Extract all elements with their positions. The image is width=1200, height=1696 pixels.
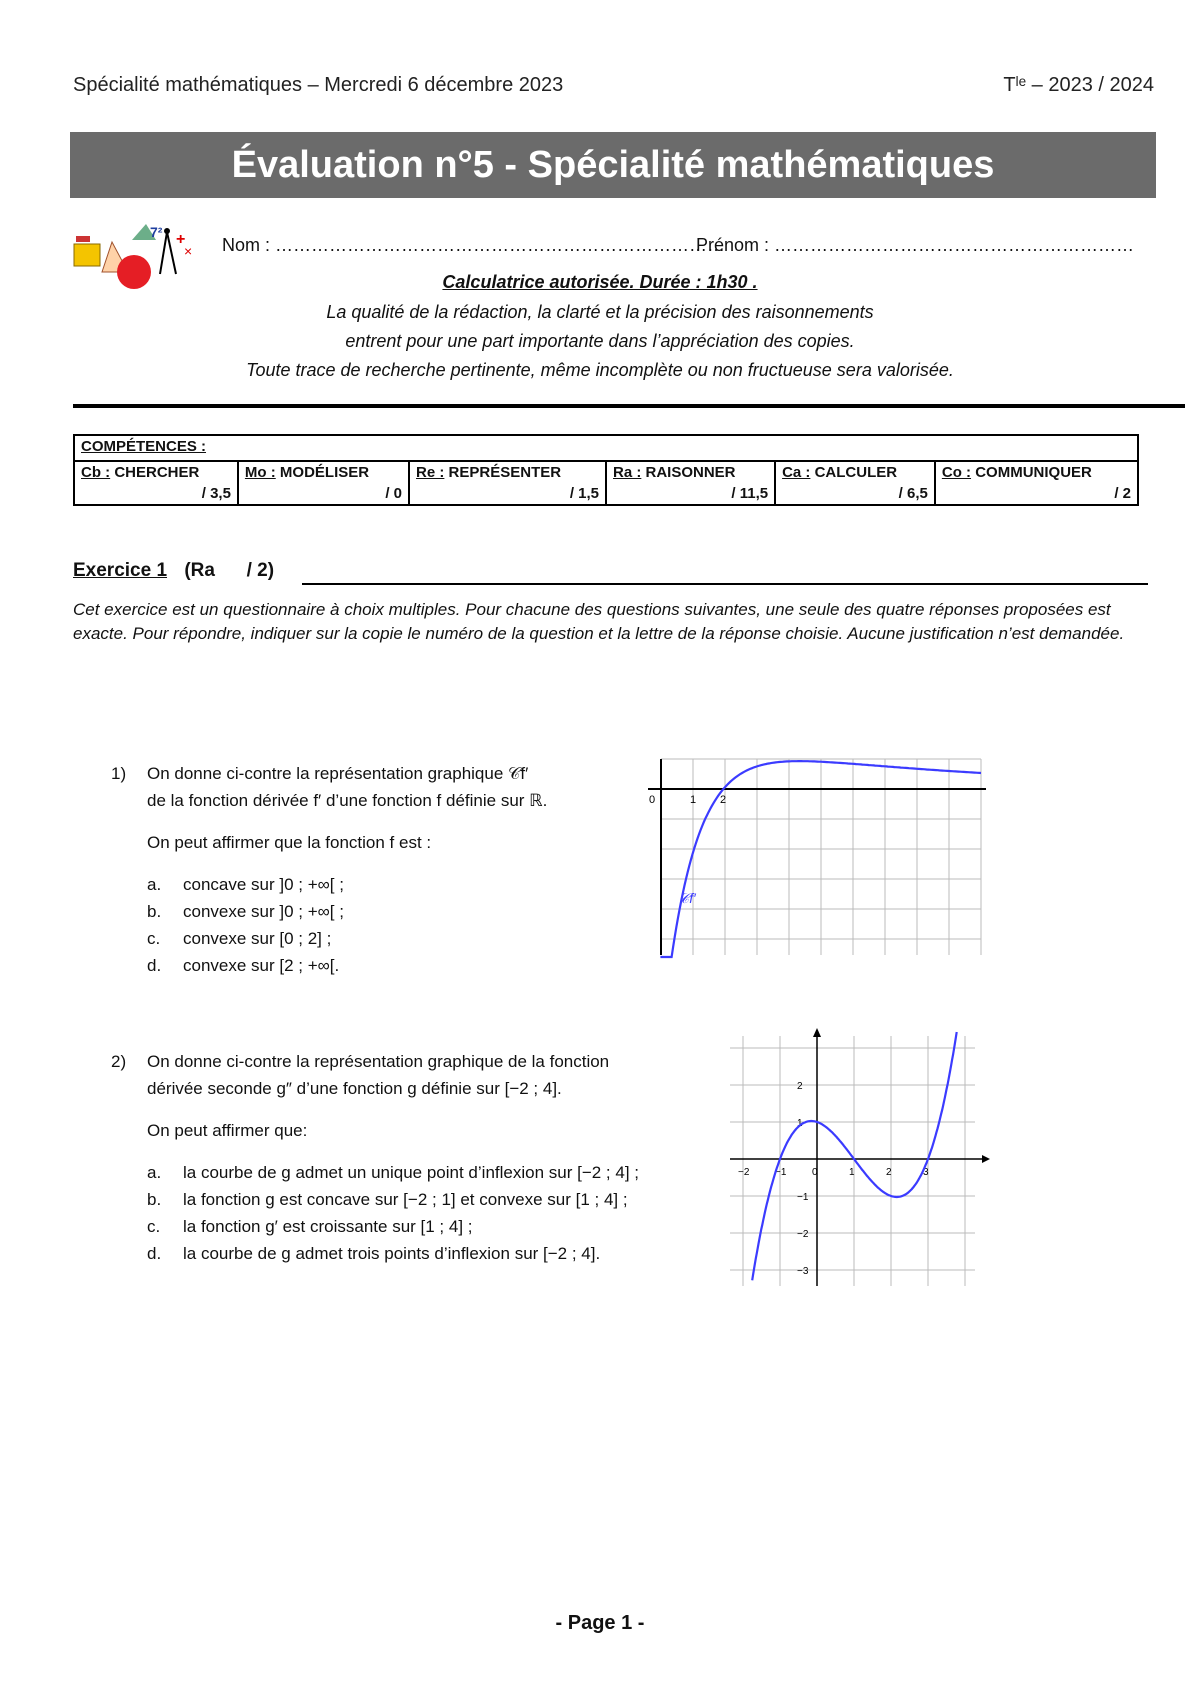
option-text: concave sur ]0 ; +∞[ ; <box>183 875 344 894</box>
competence-score: / 2 <box>1114 485 1131 502</box>
option-letter: b. <box>147 902 162 921</box>
option-letter: d. <box>147 1244 162 1263</box>
exercise-1-points: (Ra / 2) <box>184 560 275 581</box>
graph-second-derivative-g <box>730 1028 990 1288</box>
answer-option <box>111 1159 731 1186</box>
option-letter: c. <box>147 929 161 948</box>
question-1 <box>111 760 631 979</box>
option-letter: b. <box>147 1190 162 1209</box>
svg-text:+: + <box>176 231 186 248</box>
question-1-line-2: de la fonction dérivée f′ d’une fonction f définie sur ℝ. <box>147 791 548 810</box>
question-2-number: 2) <box>111 1052 127 1071</box>
option-letter: a. <box>147 1163 162 1182</box>
header-right: Tˡᵉ – 2023 / 2024 <box>1003 74 1154 96</box>
graph-2-x-tick: −2 <box>738 1167 750 1178</box>
graph-2-x-tick: 0 <box>812 1167 818 1178</box>
answer-option <box>111 952 631 979</box>
instruction-line-2: entrent pour une part importante dans l’appréciation des copies. <box>345 331 855 351</box>
graph-2-y-tick: −2 <box>797 1229 809 1240</box>
competence-name: Co : COMMUNIQUER <box>941 464 1092 481</box>
calculator-note: Calculatrice autorisée. Durée : 1h30 . <box>442 272 758 292</box>
answer-option <box>111 898 631 925</box>
competence-name: Re : REPRÉSENTER <box>416 464 562 481</box>
graph-2-y-arrow <box>813 1028 821 1037</box>
question-1-line-3: On peut affirmer que la fonction f est : <box>147 833 432 852</box>
option-text: la fonction g est concave sur [−2 ; 1] et convexe sur [1 ; 4] ; <box>183 1190 628 1209</box>
question-2-line-3: On peut affirmer que: <box>147 1121 308 1140</box>
question-2-line-1: On donne ci-contre la représentation graphique de la fonction <box>147 1052 610 1071</box>
competence-name: Ca : CALCULER <box>782 464 898 481</box>
graph-2-grid <box>730 1036 975 1286</box>
graph-2-y-tick: 1 <box>797 1118 803 1129</box>
exercise-1-intro: Cet exercice est un questionnaire à choix multiples. Pour chacune des questions suivantes, une seule des quatre réponses proposées est exacte. Pour répondre, indiquer sur la copie le numéro de la question et la lettre de la réponse choisie. Aucune justification n’est demandée. <box>73 600 1125 643</box>
page-number: - Page 1 - <box>555 1612 645 1634</box>
prenom-field[interactable]: Prénom : …………………………………………………… <box>696 235 1135 255</box>
question-1-number: 1) <box>111 764 127 783</box>
graph-2-x-arrow <box>982 1155 990 1163</box>
graph-1-curve-label: 𝒞f′ <box>679 890 696 906</box>
competence-name: Cb : CHERCHER <box>81 464 200 481</box>
competence-cell <box>606 461 775 505</box>
competence-cell <box>409 461 606 505</box>
graph-derivative-f <box>646 755 991 960</box>
graph-2-x-tick: 2 <box>886 1167 892 1178</box>
divider <box>73 404 1185 408</box>
exercise-rule <box>302 583 1148 585</box>
answer-option <box>111 871 631 898</box>
option-letter: c. <box>147 1217 161 1236</box>
option-text: la fonction g′ est croissante sur [1 ; 4] ; <box>183 1217 473 1236</box>
option-text: la courbe de g admet trois points d’inflexion sur [−2 ; 4]. <box>183 1244 601 1263</box>
graph-2-x-tick: −1 <box>775 1167 787 1178</box>
instruction-line-1: La qualité de la rédaction, la clarté et la précision des raisonnements <box>326 302 874 322</box>
graph-2-y-tick: −3 <box>797 1266 809 1277</box>
competence-cell <box>935 461 1138 505</box>
competence-cell <box>775 461 935 505</box>
nom-field[interactable]: Nom : ………………………………………………………………… <box>222 235 726 255</box>
graph-2-y-tick: −1 <box>797 1192 809 1203</box>
competences-heading: COMPÉTENCES : <box>74 435 1138 461</box>
page-title: Évaluation n°5 - Spécialité mathématiques <box>70 132 1156 198</box>
competence-score: / 11,5 <box>731 485 769 502</box>
option-text: la courbe de g admet un unique point d’inflexion sur [−2 ; 4] ; <box>183 1163 639 1182</box>
svg-text:×: × <box>184 243 193 259</box>
exercise-1-title <box>73 560 274 582</box>
competence-cell <box>238 461 409 505</box>
graph-1-label-1: 1 <box>690 794 697 806</box>
instruction-line-3: Toute trace de recherche pertinente, même incomplète ou non fructueuse sera valorisée. <box>246 360 954 380</box>
competence-score: / 6,5 <box>898 485 928 502</box>
option-letter: a. <box>147 875 162 894</box>
competences-table <box>73 434 1139 506</box>
question-2 <box>111 1048 731 1267</box>
question-2-line-2: dérivée seconde g″ d’une fonction g définie sur [−2 ; 4]. <box>147 1079 562 1098</box>
answer-option <box>111 925 631 952</box>
competence-score: / 0 <box>385 485 403 502</box>
answer-option <box>111 1186 731 1213</box>
competence-score: / 3,5 <box>201 485 231 502</box>
graph-2-y-tick: 2 <box>797 1081 803 1092</box>
svg-text:7²: 7² <box>150 224 163 240</box>
option-text: convexe sur ]0 ; +∞[ ; <box>183 902 344 921</box>
graph-2-x-tick: 3 <box>923 1167 929 1178</box>
competence-name: Mo : MODÉLISER <box>244 464 370 481</box>
graph-2-x-tick: 1 <box>849 1167 855 1178</box>
answer-option <box>111 1213 731 1240</box>
header-left: Spécialité mathématiques – Mercredi 6 décembre 2023 <box>73 74 564 96</box>
exercise-1-label: Exercice 1 <box>73 560 168 581</box>
answer-option <box>111 1240 731 1267</box>
option-letter: d. <box>147 956 162 975</box>
competence-name: Ra : RAISONNER <box>613 464 736 481</box>
graph-1-label-0: 0 <box>649 794 656 806</box>
option-text: convexe sur [0 ; 2] ; <box>183 929 332 948</box>
competence-score: / 1,5 <box>569 485 599 502</box>
option-text: convexe sur [2 ; +∞[. <box>183 956 340 975</box>
graph-1-label-2: 2 <box>720 794 727 806</box>
question-1-line-1: On donne ci-contre la représentation graphique 𝒞f′ <box>147 764 529 783</box>
competence-cell <box>74 461 238 505</box>
